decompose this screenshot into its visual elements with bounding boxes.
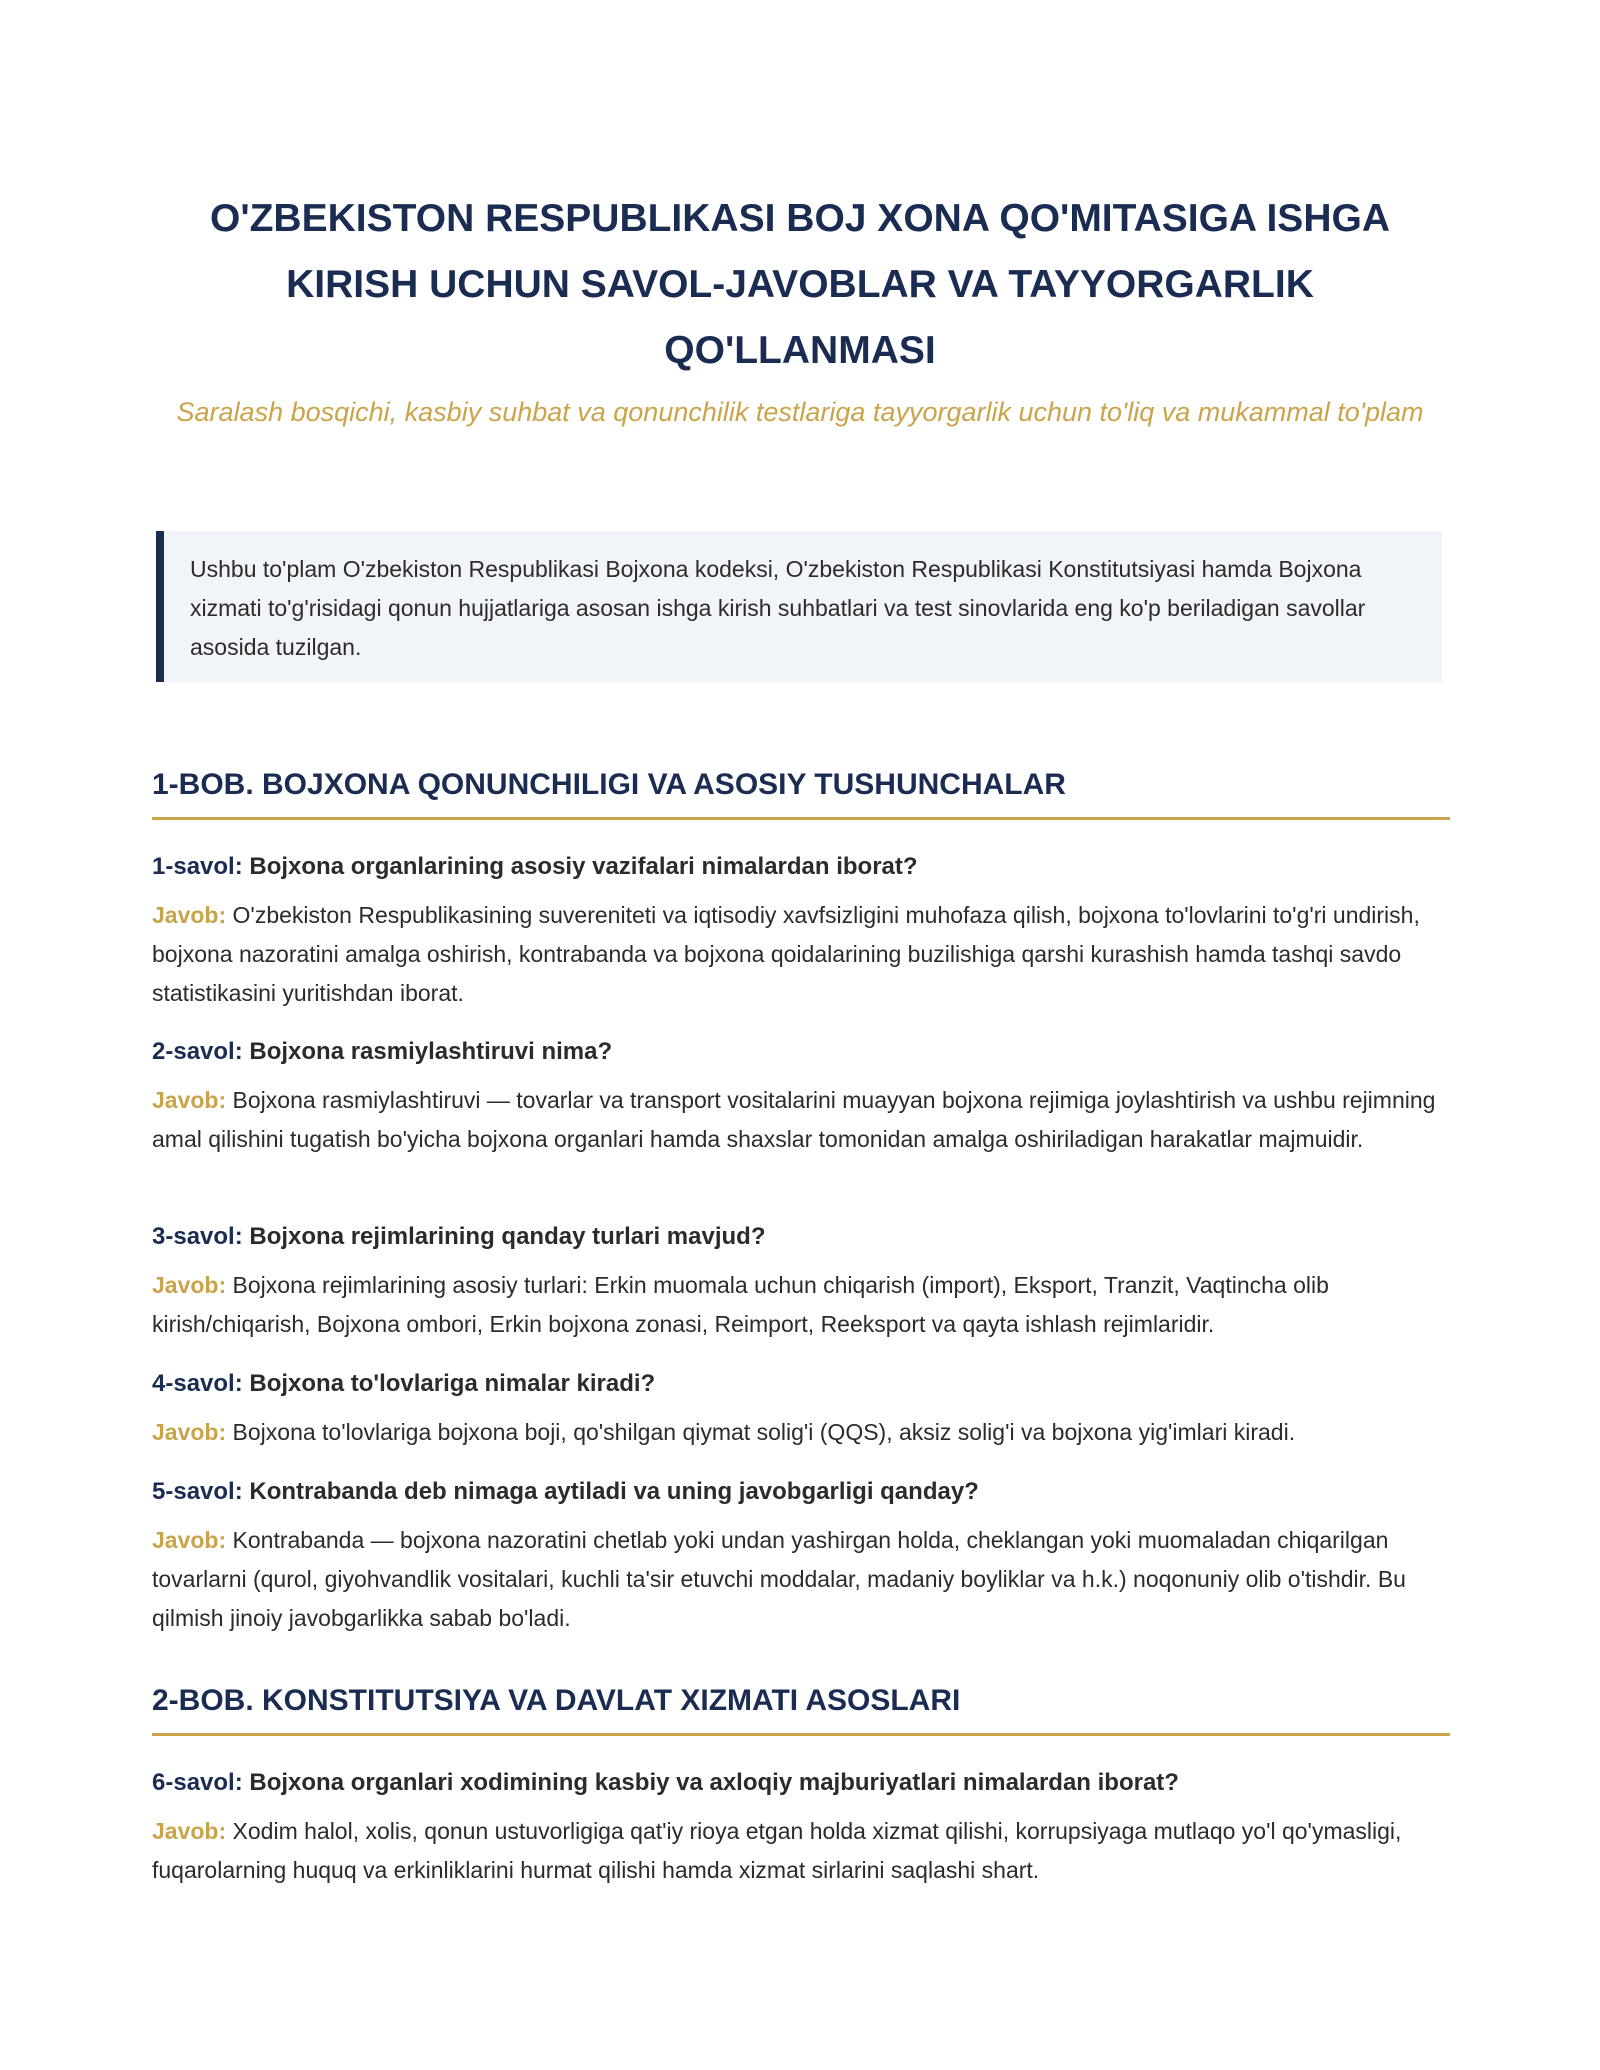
question-label: 4-savol: xyxy=(152,1370,243,1397)
question-text: Bojxona rejimlarining qanday turlari mavjud? xyxy=(249,1223,766,1250)
question-1 xyxy=(152,850,1450,884)
question-text: Kontrabanda deb nimaga aytiladi va uning javobgarligi qanday? xyxy=(249,1478,979,1505)
answer-6 xyxy=(152,1812,1450,1890)
answer-3 xyxy=(152,1266,1450,1344)
answer-label: Javob: xyxy=(152,1087,227,1113)
question-label: 5-savol: xyxy=(152,1478,243,1505)
question-4 xyxy=(152,1367,1450,1401)
question-label: 6-savol: xyxy=(152,1769,243,1796)
answer-4 xyxy=(152,1413,1450,1452)
question-text: Bojxona organlari xodimining kasbiy va axloqiy majburiyatlari nimalardan iborat? xyxy=(249,1769,1179,1796)
answer-label: Javob: xyxy=(152,1527,227,1553)
question-label: 1-savol: xyxy=(152,853,243,880)
question-text: Bojxona organlarining asosiy vazifalari nimalardan iborat? xyxy=(249,853,918,880)
intro-text: Ushbu to'plam O'zbekiston Respublikasi Bojxona kodeksi, O'zbekiston Respublikasi Konstitutsiyasi hamda Bojxona xizmati to'g'risidagi qonun hujjatlariga asosan ishga kirish suhbatlari va test sinovlarida eng ko'p beriladigan savollar asosida tuzilgan. xyxy=(190,556,1366,660)
answer-1 xyxy=(152,896,1450,1013)
question-5 xyxy=(152,1475,1450,1509)
answer-label: Javob: xyxy=(152,1818,227,1844)
question-text: Bojxona rasmiylashtiruvi nima? xyxy=(249,1038,613,1065)
answer-text: Bojxona rejimlarining asosiy turlari: Erkin muomala uchun chiqarish (import), Eksport, Tranzit, Vaqtincha olib kirish/chiqarish, Bojxona ombori, Erkin bojxona zonasi, Reimport, Reeksport va qayta ishlash rejimlaridir. xyxy=(152,1272,1329,1337)
answer-label: Javob: xyxy=(152,902,227,928)
intro-callout xyxy=(156,531,1442,682)
answer-2 xyxy=(152,1081,1450,1159)
question-2 xyxy=(152,1035,1450,1069)
answer-text: O'zbekiston Respublikasining suvereniteti va iqtisodiy xavfsizligini muhofaza qilish, bojxona to'lovlarini to'g'ri undirish, bojxona nazoratini amalga oshirish, kontrabanda va bojxona qoidalarining buzilishiga qarshi kurashish hamda tashqi savdo statistikasini yuritishdan iborat. xyxy=(152,902,1420,1006)
answer-text: Bojxona to'lovlariga bojxona boji, qo'shilgan qiymat solig'i (QQS), aksiz solig'i va bojxona yig'imlari kiradi. xyxy=(232,1419,1296,1445)
chapter-2-heading: 2-BOB. KONSTITUTSIYA VA DAVLAT XIZMATI ASOSLARI xyxy=(152,1681,1450,1736)
document-title: O'ZBEKISTON RESPUBLIKASI BOJ XONA QO'MITASIGA ISHGA KIRISH UCHUN SAVOL-JAVOBLAR VA TAYYORGARLIK QO'LLANMASI xyxy=(210,197,1390,372)
question-6 xyxy=(152,1766,1450,1800)
answer-text: Bojxona rasmiylashtiruvi — tovarlar va transport vositalarini muayyan bojxona rejimiga joylashtirish va ushbu rejimning amal qilishini tugatish bo'yicha bojxona organlari hamda shaxslar tomonidan amalga oshiriladigan harakatlar majmuidir. xyxy=(152,1087,1436,1152)
question-label: 3-savol: xyxy=(152,1223,243,1250)
answer-label: Javob: xyxy=(152,1419,227,1445)
answer-text: Xodim halol, xolis, qonun ustuvorligiga qat'iy rioya etgan holda xizmat qilishi, korrupsiyaga mutlaqo yo'l qo'ymasligi, fuqarolarning huquq va erkinliklarini hurmat qilishi hamda xizmat sirlarini saqlashi shart. xyxy=(152,1818,1402,1883)
question-3 xyxy=(152,1220,1450,1254)
answer-5 xyxy=(152,1521,1450,1638)
document-subtitle: Saralash bosqichi, kasbiy suhbat va qonunchilik testlariga tayyorgarlik uchun to'liq va mukammal to'plam xyxy=(176,397,1424,427)
question-text: Bojxona to'lovlariga nimalar kiradi? xyxy=(249,1370,656,1397)
chapter-1-heading: 1-BOB. BOJXONA QONUNCHILIGI VA ASOSIY TUSHUNCHALAR xyxy=(152,765,1450,820)
question-label: 2-savol: xyxy=(152,1038,243,1065)
answer-label: Javob: xyxy=(152,1272,227,1298)
answer-text: Kontrabanda — bojxona nazoratini chetlab yoki undan yashirgan holda, cheklangan yoki muomaladan chiqarilgan tovarlarni (qurol, giyohvandlik vositalari, kuchli ta'sir etuvchi moddalar, madaniy boyliklar va h.k.) noqonuniy olib o'tishdir. Bu qilmish jinoiy javobgarlikka sabab bo'ladi. xyxy=(152,1527,1406,1631)
